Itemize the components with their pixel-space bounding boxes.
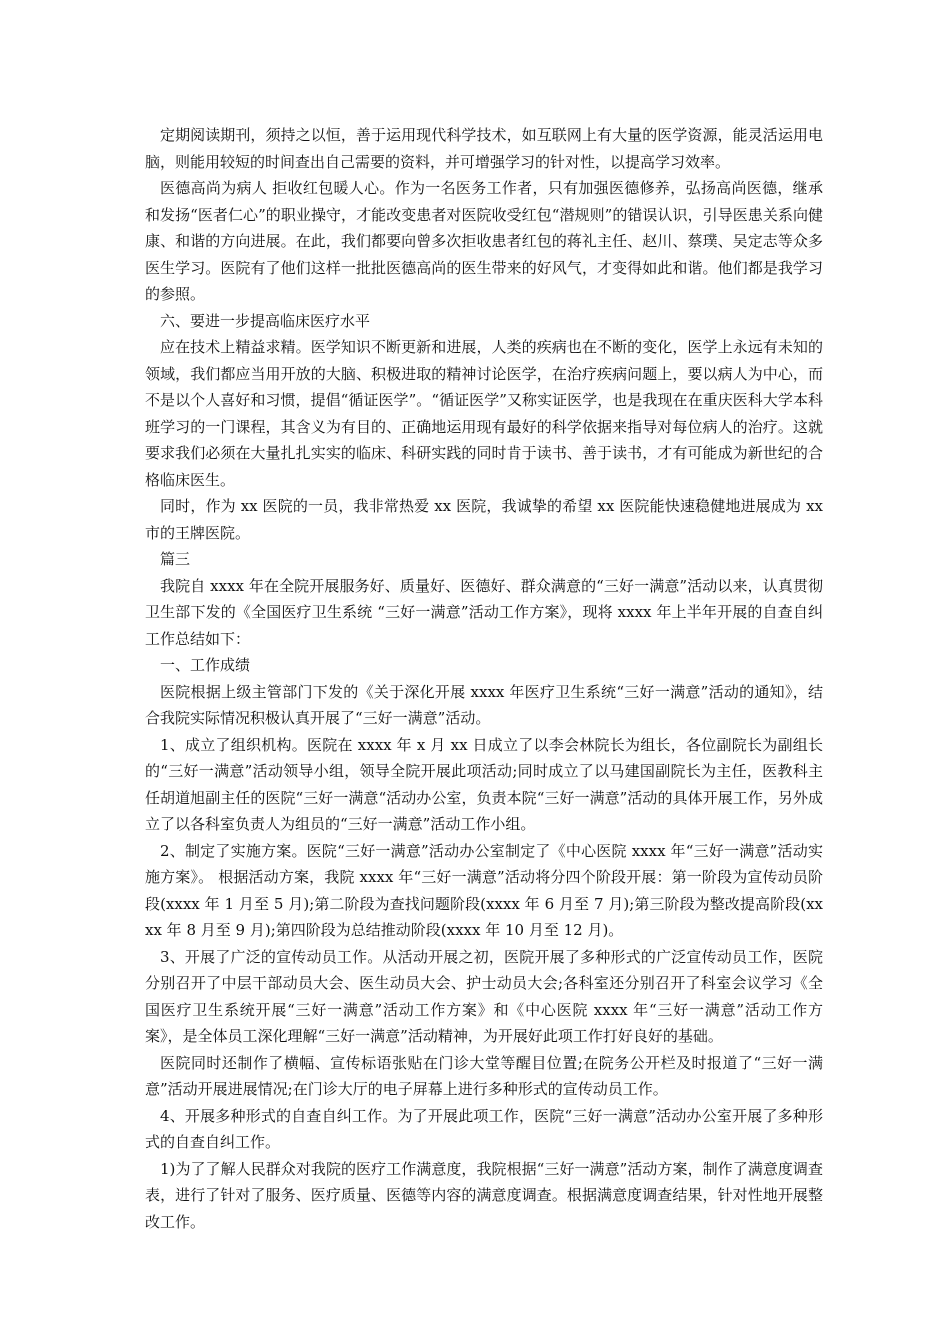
paragraph-publicity: 3、开展了广泛的宣传动员工作。从活动开展之初，医院开展了多种形式的广泛宣传动员工作，医院分别召开了中层干部动员大会、医生动员大会、护士动员大会;各科室还分别召开了科室会议学习《全国医疗卫生系统开展“三好一满意”活动工作方案》和《中心医院 xxxx 年“三好一满意”活动工作方案》，是全体员工深化理解“三好一满意”活动精神，为开展好此项工作打好良好的基础。 <box>145 947 823 1045</box>
paragraph-self-inspection: 4、开展多种形式的自查自纠工作。为了开展此项工作，医院“三好一满意”活动办公室开展了多种形式的自查自纠工作。 <box>145 1106 823 1151</box>
paragraph-satisfaction-survey: 1)为了了解人民群众对我院的医疗工作满意度，我院根据“三好一满意”活动方案，制作了满意度调查表，进行了针对了服务、医疗质量、医德等内容的满意度调查。根据满意度调查结果，针对性地开展整改工作。 <box>145 1159 823 1231</box>
paragraph-technical-excellence: 应在技术上精益求精。医学知识不断更新和进展，人类的疾病也在不断的变化，医学上永远有未知的领域，我们都应当用开放的大脑、积极进取的精神讨论医学，在治疗疾病问题上，要以病人为中心，而不是以个人喜好和习惯，提倡“循证医学”。“循证医学”又称实证医学，也是我现在在重庆医科大学本科班学习的一门课程，其含义为有目的、正确地运用现有最好的科学依据来指导对每位病人的治疗。这就要求我们必须在大量扎扎实实的临床、科研实践的同时肯于读书、善于读书，才有可能成为新世纪的合格临床医生。 <box>145 338 823 489</box>
heading-section-six: 六、要进一步提高临床医疗水平 <box>160 311 371 330</box>
paragraph-notice: 医院根据上级主管部门下发的《关于深化开展 xxxx 年医疗卫生系统“三好一满意”活动的通知》，结合我院实际情况积极认真开展了“三好一满意”活动。 <box>145 682 823 727</box>
paragraph-implementation-plan: 2、制定了实施方案。医院“三好一满意”活动办公室制定了《中心医院 xxxx 年“三好一满意”活动实施方案》。 根据活动方案，我院 xxxx 年“三好一满意”活动将分四个阶段开展：第一阶段为宣传动员阶段(xxxx 年 1 月至 5 月);第二阶段为查找问题阶段(xxxx 年 6 月至 7 月);第三阶段为整改提高阶段(xxxx 年 8 月至 9 月);第四阶段为总结推动阶段(xxxx 年 10 月至 12 月)。 <box>145 841 823 939</box>
heading-part-three: 篇三 <box>160 550 191 568</box>
paragraph-hospital-wish: 同时，作为 xx 医院的一员，我非常热爱 xx 医院，我诚挚的希望 xx 医院能快速稳健地进展成为 xx 市的王牌医院。 <box>145 497 823 542</box>
paragraph-banners: 医院同时还制作了横幅、宣传标语张贴在门诊大堂等醒目位置;在院务公开栏及时报道了“三好一满意”活动开展进展情况;在门诊大厅的电子屏幕上进行多种形式的宣传动员工作。 <box>145 1053 823 1098</box>
paragraph-reading-journals: 定期阅读期刊，须持之以恒，善于运用现代科学技术，如互联网上有大量的医学资源，能灵活运用电脑，则能用较短的时间查出自己需要的资料，并可增强学习的针对性，以提高学习效率。 <box>145 126 823 171</box>
document-body <box>145 122 823 1235</box>
heading-work-results: 一、工作成绩 <box>160 656 251 674</box>
paragraph-medical-ethics: 医德高尚为病人 拒收红包暖人心。作为一名医务工作者，只有加强医德修养，弘扬高尚医德，继承和发扬“医者仁心”的职业操守，才能改变患者对医院收受红包“潜规则”的错误认识，引导医患关系向健康、和谐的方向进展。在此，我们都要向曾多次拒收患者红包的蒋礼主任、赵川、蔡璞、吴定志等众多医生学习。医院有了他们这样一批批医德高尚的医生带来的好风气，才变得如此和谐。他们都是我学习的参照。 <box>145 179 823 303</box>
paragraph-activity-intro: 我院自 xxxx 年在全院开展服务好、质量好、医德好、群众满意的“三好一满意”活动以来，认真贯彻卫生部下发的《全国医疗卫生系统 “三好一满意”活动工作方案》，现将 xxxx 年上半年开展的自查自纠工作总结如下： <box>145 576 823 648</box>
paragraph-organization: 1、成立了组织机构。医院在 xxxx 年 x 月 xx 日成立了以李会林院长为组长，各位副院长为副组长的“三好一满意”活动领导小组，领导全院开展此项活动;同时成立了以马建国副院长为主任，医教科主任胡道旭副主任的医院“三好一满意“活动办公室，负责本院“三好一满意”活动的具体开展工作，另外成立了以各科室负责人为组员的“三好一满意”活动工作小组。 <box>145 735 823 833</box>
